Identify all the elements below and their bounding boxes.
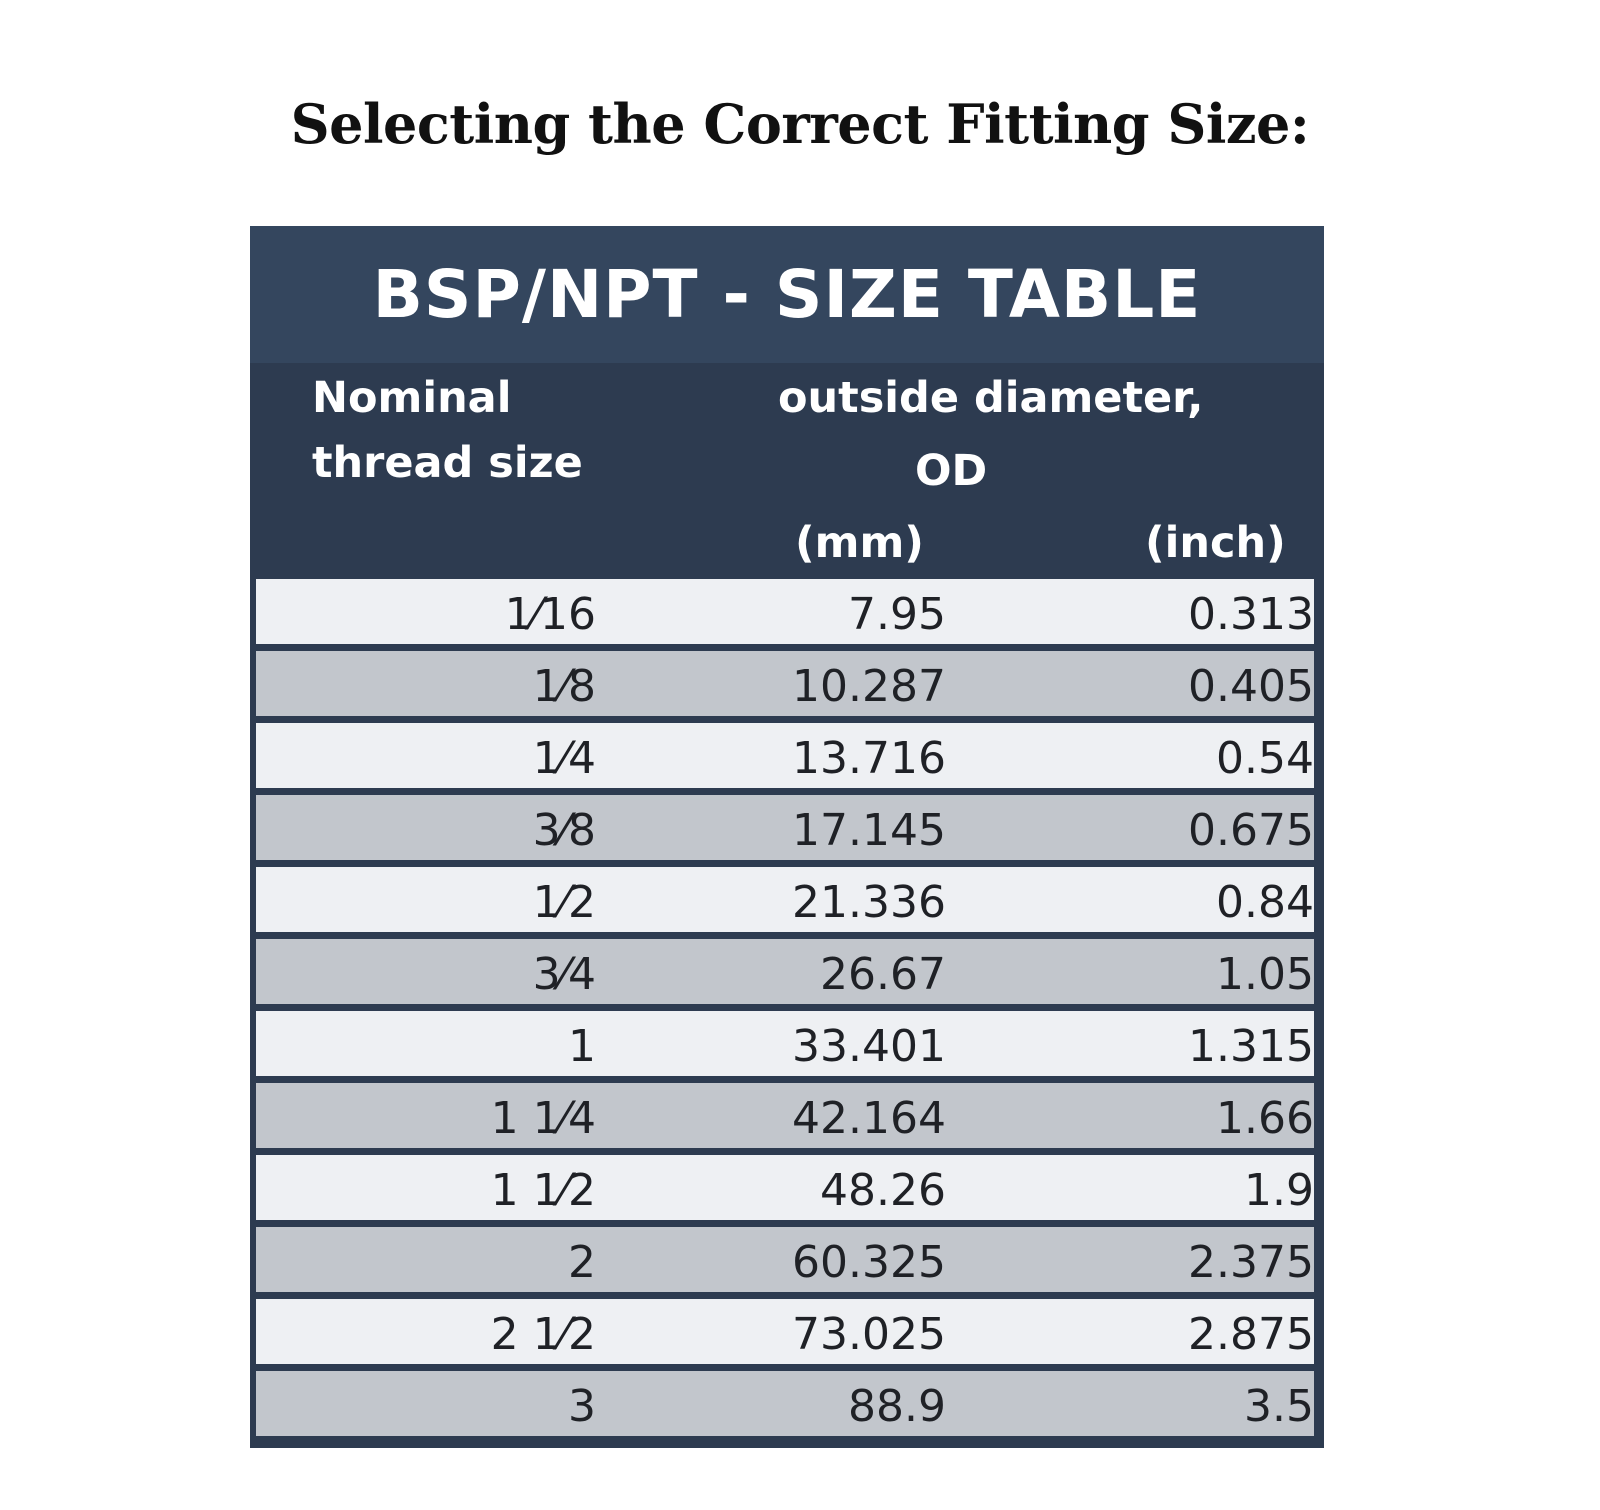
page-heading: Selecting the Correct Fitting Size:	[290, 92, 1310, 156]
cell-od-inch: 0.54	[1216, 733, 1314, 784]
cell-thread-size: 1	[568, 1021, 596, 1072]
cell-od-inch: 0.675	[1188, 805, 1314, 856]
table-row	[256, 1011, 1314, 1076]
cell-thread-size: 1 1⁄4	[490, 1093, 596, 1144]
cell-od-inch: 0.405	[1188, 661, 1314, 712]
table-row	[256, 867, 1314, 932]
cell-thread-size: 1⁄16	[504, 589, 596, 640]
header-nominal-line1: Nominal	[312, 373, 512, 423]
table-row	[256, 1227, 1314, 1292]
table-body	[256, 579, 1314, 1443]
cell-od-inch: 2.875	[1188, 1309, 1314, 1360]
cell-thread-size: 3	[568, 1381, 596, 1432]
header-od-line1: outside diameter,	[778, 373, 1204, 423]
table-row	[256, 651, 1314, 716]
table-row	[256, 723, 1314, 788]
cell-od-mm: 73.025	[792, 1309, 946, 1360]
cell-od-inch: 3.5	[1244, 1381, 1314, 1432]
cell-od-mm: 42.164	[792, 1093, 946, 1144]
size-table	[250, 226, 1324, 1448]
cell-thread-size: 1⁄8	[532, 661, 596, 712]
header-od-line2: OD	[915, 446, 988, 496]
cell-thread-size: 2 1⁄2	[490, 1309, 596, 1360]
cell-thread-size: 1 1⁄2	[490, 1165, 596, 1216]
cell-od-mm: 26.67	[820, 949, 946, 1000]
cell-od-mm: 60.325	[792, 1237, 946, 1288]
table-row	[256, 1083, 1314, 1148]
cell-thread-size: 1⁄4	[532, 733, 596, 784]
header-inch-unit: (inch)	[1145, 518, 1286, 568]
header-nominal-line2: thread size	[312, 438, 583, 488]
cell-od-mm: 88.9	[848, 1381, 946, 1432]
cell-od-mm: 10.287	[792, 661, 946, 712]
cell-od-mm: 17.145	[792, 805, 946, 856]
cell-od-inch: 0.313	[1188, 589, 1314, 640]
cell-thread-size: 2	[568, 1237, 596, 1288]
cell-od-inch: 1.66	[1216, 1093, 1314, 1144]
cell-od-mm: 7.95	[848, 589, 946, 640]
cell-od-mm: 33.401	[792, 1021, 946, 1072]
table-title: BSP/NPT - SIZE TABLE	[372, 256, 1202, 333]
table-row	[256, 795, 1314, 860]
cell-od-mm: 21.336	[792, 877, 946, 928]
cell-od-inch: 1.9	[1244, 1165, 1314, 1216]
table-title-band	[250, 226, 1324, 363]
cell-thread-size: 3⁄4	[532, 949, 596, 1000]
cell-od-mm: 48.26	[820, 1165, 946, 1216]
cell-od-mm: 13.716	[792, 733, 946, 784]
table-row	[256, 1371, 1314, 1436]
header-mm-unit: (mm)	[795, 518, 924, 568]
table-row	[256, 1299, 1314, 1364]
cell-od-inch: 2.375	[1188, 1237, 1314, 1288]
cell-thread-size: 3⁄8	[532, 805, 596, 856]
cell-thread-size: 1⁄2	[532, 877, 596, 928]
cell-od-inch: 0.84	[1216, 877, 1314, 928]
cell-od-inch: 1.315	[1188, 1021, 1314, 1072]
table-row	[256, 1155, 1314, 1220]
cell-od-inch: 1.05	[1216, 949, 1314, 1000]
table-row	[256, 939, 1314, 1004]
table-row	[256, 579, 1314, 644]
